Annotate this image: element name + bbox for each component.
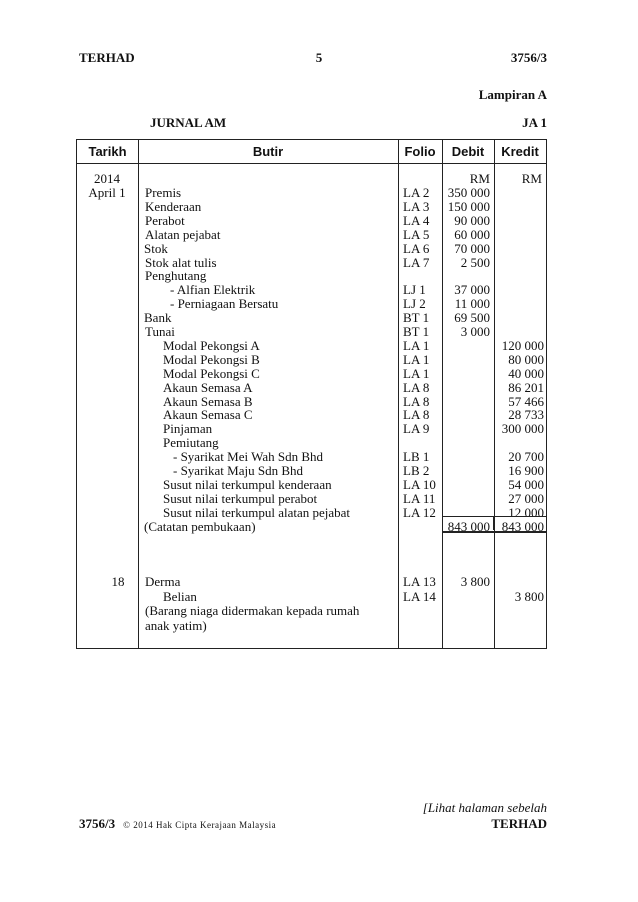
entry-debit: 90 000 [454,212,490,228]
entry-butir: Pinjaman [163,421,213,437]
entry-butir: Penghutang [145,268,207,284]
footer-classification: TERHAD [491,816,547,831]
col-divider [138,140,139,648]
entry-debit: 69 500 [454,310,490,326]
entry-debit: 3 000 [460,324,490,339]
entry-kredit: 20 700 [508,449,544,465]
kredit-total-box [494,516,547,530]
entry-folio: LA 9 [403,421,430,437]
header-divider [77,163,546,164]
col-butir: Butir [252,144,284,159]
page-number: 5 [315,50,323,65]
col-debit: Debit [451,144,485,159]
col-kredit: Kredit [501,144,539,159]
entry-folio: LB 1 [403,449,430,465]
footer-code: 3756/3 [79,816,116,831]
entry-butir: Stok alat tulis [145,254,217,270]
entry-folio: LA 10 [403,476,436,492]
copyright-text: © 2014 Hak Cipta Kerajaan Malaysia [123,820,277,830]
entry-kredit: 843 000 [501,518,544,534]
entry-debit: 60 000 [454,226,490,242]
entry-butir: Modal Pekongsi C [163,365,260,381]
paper-code: 3756/3 [510,50,547,65]
entry-butir: Modal Pekongsi B [163,351,260,367]
footer-left [79,816,276,832]
entry-butir: (Barang niaga didermakan kepada rumah [145,603,360,619]
entry-kredit: 120 000 [501,337,544,353]
entry-debit: 37 000 [454,282,490,298]
entry-folio: LJ 2 [403,296,426,312]
entry-folio: LA 8 [403,407,430,423]
journal-code: JA 1 [522,115,547,130]
entry-kredit: 40 000 [508,365,544,381]
debit-currency: RM [469,171,490,186]
entry-butir: Akaun Semasa C [163,407,253,423]
entry-folio: BT 1 [403,324,430,339]
entry-debit: 350 000 [447,185,490,200]
entry-butir: Stok [144,240,168,256]
entry-folio: LA 11 [403,490,436,506]
entry-butir: Premis [145,185,182,200]
entry-kredit: 300 000 [501,421,544,437]
entry-folio: LA 6 [403,240,430,256]
debit-total-box [442,516,494,530]
journal-table [76,139,547,649]
entry-folio: LA 3 [403,198,430,214]
entry-butir: Susut nilai terkumpul kenderaan [163,476,332,492]
entry-folio: BT 1 [403,310,430,326]
entry-folio: LA 1 [403,365,430,381]
entry-butir: Bank [144,310,172,326]
entry-debit: 3 800 [460,574,490,589]
entry-date: April 1 [88,185,126,200]
entry-debit: 2 500 [460,254,490,270]
entry-folio: LA 8 [403,393,430,409]
kredit-currency: RM [521,171,542,186]
total-double-underline [442,531,547,533]
entry-butir: Perabot [145,212,185,228]
col-divider [398,140,399,648]
entry-kredit: 57 466 [508,393,544,409]
entry-butir: - Syarikat Mei Wah Sdn Bhd [173,449,324,465]
entry-butir: - Perniagaan Bersatu [170,296,279,312]
col-folio: Folio [404,144,436,159]
entry-butir: Akaun Semasa B [163,393,253,409]
entry-butir: Susut nilai terkumpul alatan pejabat [163,504,351,520]
entry-kredit: 86 201 [508,379,544,395]
entry-folio: LA 4 [403,212,430,228]
entry-debit: 70 000 [454,240,490,256]
entry-folio: LA 8 [403,379,430,395]
entry-butir: Modal Pekongsi A [163,337,260,353]
entry-year: 2014 [94,171,120,186]
entry-kredit: 16 900 [508,463,544,478]
entry-debit: 150 000 [447,198,490,214]
entry-folio: LB 2 [403,463,430,478]
entry-butir: - Alfian Elektrik [170,282,256,298]
entry-butir: Tunai [145,324,175,339]
entry-butir: Susut nilai terkumpul perabot [163,490,318,506]
journal-title: JURNAL AM [150,115,227,130]
entry-butir: anak yatim) [145,617,207,633]
entry-folio: LA 12 [403,504,436,520]
entry-folio: LA 13 [403,574,436,589]
entry-butir: - Syarikat Maju Sdn Bhd [173,463,303,478]
entry-kredit: 3 800 [514,588,544,604]
entry-folio: LA 5 [403,226,430,242]
entry-butir: Belian [163,588,197,604]
entry-butir: Kenderaan [145,198,202,214]
entry-folio: LA 7 [403,254,430,270]
entry-butir: Derma [145,574,181,589]
entry-folio: LA 2 [403,185,430,200]
entry-kredit: 28 733 [508,407,544,423]
entry-butir: (Catatan pembukaan) [144,518,256,534]
entry-folio: LA 14 [403,588,436,604]
appendix-label: Lampiran A [478,87,547,102]
entry-debit: 11 000 [454,296,490,312]
col-tarikh: Tarikh [88,144,127,159]
header-classification: TERHAD [79,50,135,65]
entry-folio: LA 1 [403,351,430,367]
entry-folio: LA 1 [403,337,430,353]
entry-folio: LJ 1 [403,282,426,298]
next-page-note: [Lihat halaman sebelah [422,800,547,815]
entry-butir: Alatan pejabat [145,226,221,242]
entry-butir: Akaun Semasa A [163,379,253,395]
entry-debit: 843 000 [447,518,490,534]
entry-butir: Pemiutang [163,435,219,451]
entry-date-2: 18 [111,574,125,589]
entry-kredit: 12 000 [508,504,544,520]
entry-kredit: 27 000 [508,490,544,506]
entry-kredit: 80 000 [508,351,544,367]
entry-kredit: 54 000 [508,476,544,492]
